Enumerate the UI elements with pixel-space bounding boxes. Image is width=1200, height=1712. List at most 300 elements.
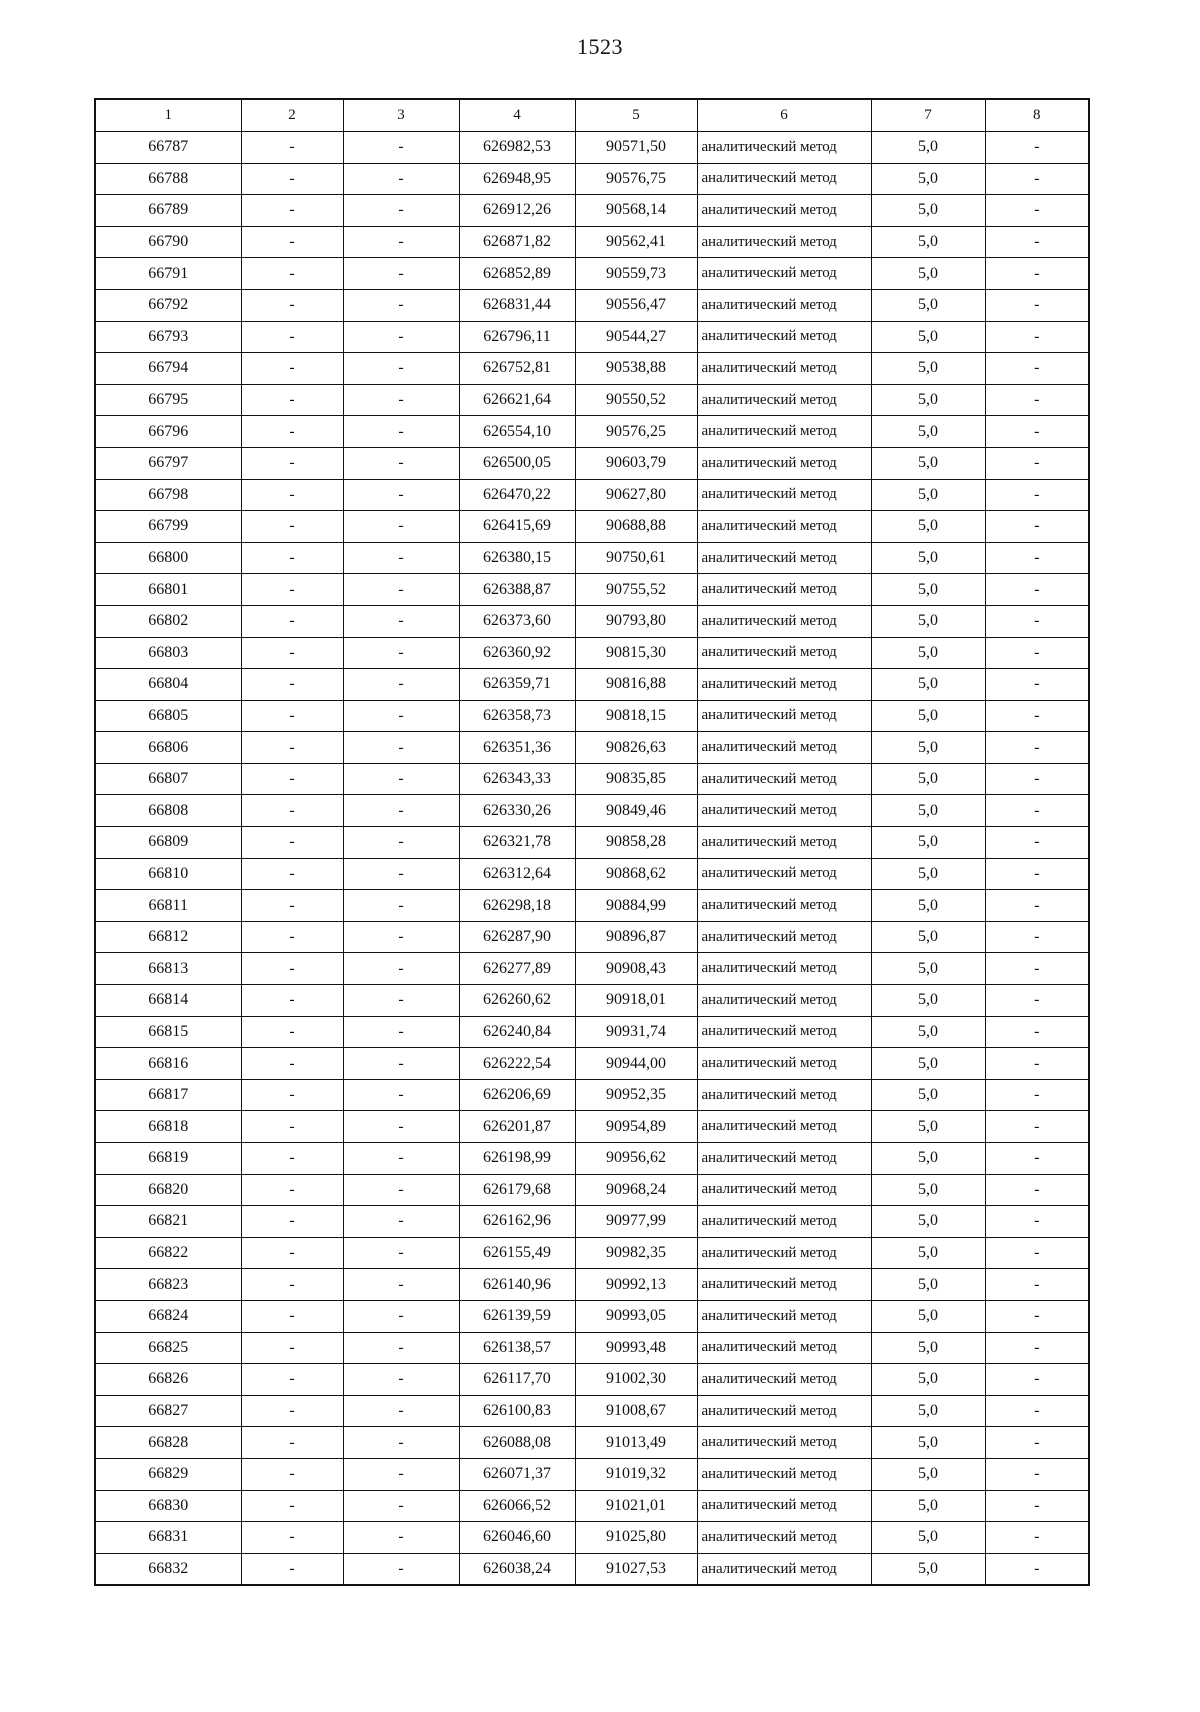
- table-row: [95, 1332, 1089, 1364]
- y-coordinate-cell: 91027,53: [575, 1553, 697, 1585]
- col8-cell: -: [985, 289, 1089, 321]
- col2-cell: -: [241, 985, 343, 1017]
- y-coordinate-cell: 91021,01: [575, 1490, 697, 1522]
- method-cell: аналитический метод: [697, 921, 871, 953]
- x-coordinate-cell: 626071,37: [459, 1458, 575, 1490]
- col8-cell: -: [985, 827, 1089, 859]
- table-row: [95, 321, 1089, 353]
- method-cell: аналитический метод: [697, 416, 871, 448]
- y-coordinate-cell: 90538,88: [575, 353, 697, 385]
- table-row: [95, 605, 1089, 637]
- col3-cell: -: [343, 1111, 459, 1143]
- x-coordinate-cell: 626206,69: [459, 1079, 575, 1111]
- col2-cell: -: [241, 132, 343, 164]
- col2-cell: -: [241, 1522, 343, 1554]
- x-coordinate-cell: 626359,71: [459, 669, 575, 701]
- table-row: [95, 163, 1089, 195]
- col8-cell: -: [985, 353, 1089, 385]
- table-row: [95, 1490, 1089, 1522]
- x-coordinate-cell: 626373,60: [459, 605, 575, 637]
- column-header: 5: [575, 99, 697, 132]
- point-number-cell: 66813: [95, 953, 241, 985]
- table-row: [95, 669, 1089, 701]
- method-cell: аналитический метод: [697, 163, 871, 195]
- point-number-cell: 66826: [95, 1364, 241, 1396]
- col2-cell: -: [241, 1269, 343, 1301]
- col8-cell: -: [985, 1174, 1089, 1206]
- accuracy-cell: 5,0: [871, 353, 985, 385]
- col8-cell: -: [985, 321, 1089, 353]
- point-number-cell: 66814: [95, 985, 241, 1017]
- y-coordinate-cell: 91019,32: [575, 1458, 697, 1490]
- col8-cell: -: [985, 1490, 1089, 1522]
- x-coordinate-cell: 626287,90: [459, 921, 575, 953]
- table-row: [95, 226, 1089, 258]
- table-row: [95, 827, 1089, 859]
- x-coordinate-cell: 626351,36: [459, 732, 575, 764]
- col8-cell: -: [985, 1553, 1089, 1585]
- y-coordinate-cell: 91013,49: [575, 1427, 697, 1459]
- col8-cell: -: [985, 1427, 1089, 1459]
- x-coordinate-cell: 626139,59: [459, 1300, 575, 1332]
- point-number-cell: 66825: [95, 1332, 241, 1364]
- table-row: [95, 1016, 1089, 1048]
- accuracy-cell: 5,0: [871, 1300, 985, 1332]
- accuracy-cell: 5,0: [871, 953, 985, 985]
- y-coordinate-cell: 90815,30: [575, 637, 697, 669]
- col8-cell: -: [985, 1048, 1089, 1080]
- col3-cell: -: [343, 1427, 459, 1459]
- col3-cell: -: [343, 163, 459, 195]
- point-number-cell: 66794: [95, 353, 241, 385]
- x-coordinate-cell: 626871,82: [459, 226, 575, 258]
- accuracy-cell: 5,0: [871, 858, 985, 890]
- table-row: [95, 858, 1089, 890]
- point-number-cell: 66818: [95, 1111, 241, 1143]
- method-cell: аналитический метод: [697, 1364, 871, 1396]
- method-cell: аналитический метод: [697, 669, 871, 701]
- method-cell: аналитический метод: [697, 195, 871, 227]
- col8-cell: -: [985, 1458, 1089, 1490]
- column-header: 1: [95, 99, 241, 132]
- col3-cell: -: [343, 511, 459, 543]
- table-row: [95, 1269, 1089, 1301]
- accuracy-cell: 5,0: [871, 226, 985, 258]
- y-coordinate-cell: 90868,62: [575, 858, 697, 890]
- point-number-cell: 66799: [95, 511, 241, 543]
- col8-cell: -: [985, 447, 1089, 479]
- point-number-cell: 66811: [95, 890, 241, 922]
- col3-cell: -: [343, 416, 459, 448]
- point-number-cell: 66795: [95, 384, 241, 416]
- col8-cell: -: [985, 890, 1089, 922]
- table-row: [95, 1237, 1089, 1269]
- col3-cell: -: [343, 1553, 459, 1585]
- y-coordinate-cell: 90816,88: [575, 669, 697, 701]
- table-row: [95, 1395, 1089, 1427]
- table-row: [95, 447, 1089, 479]
- col3-cell: -: [343, 132, 459, 164]
- col8-cell: -: [985, 858, 1089, 890]
- table-header: [95, 99, 1089, 132]
- col2-cell: -: [241, 479, 343, 511]
- method-cell: аналитический метод: [697, 1079, 871, 1111]
- table-row: [95, 1458, 1089, 1490]
- col2-cell: -: [241, 1395, 343, 1427]
- method-cell: аналитический метод: [697, 1016, 871, 1048]
- point-number-cell: 66829: [95, 1458, 241, 1490]
- x-coordinate-cell: 626198,99: [459, 1143, 575, 1175]
- accuracy-cell: 5,0: [871, 163, 985, 195]
- point-number-cell: 66821: [95, 1206, 241, 1238]
- col3-cell: -: [343, 1206, 459, 1238]
- col3-cell: -: [343, 921, 459, 953]
- col8-cell: -: [985, 605, 1089, 637]
- table-row: [95, 511, 1089, 543]
- col3-cell: -: [343, 226, 459, 258]
- method-cell: аналитический метод: [697, 1143, 871, 1175]
- method-cell: аналитический метод: [697, 1458, 871, 1490]
- y-coordinate-cell: 90562,41: [575, 226, 697, 258]
- point-number-cell: 66789: [95, 195, 241, 227]
- col8-cell: -: [985, 637, 1089, 669]
- table-row: [95, 1300, 1089, 1332]
- col2-cell: -: [241, 1048, 343, 1080]
- y-coordinate-cell: 90908,43: [575, 953, 697, 985]
- col2-cell: -: [241, 858, 343, 890]
- col8-cell: -: [985, 795, 1089, 827]
- col8-cell: -: [985, 1016, 1089, 1048]
- col8-cell: -: [985, 1269, 1089, 1301]
- table-row: [95, 416, 1089, 448]
- x-coordinate-cell: 626321,78: [459, 827, 575, 859]
- col2-cell: -: [241, 669, 343, 701]
- table-row: [95, 763, 1089, 795]
- y-coordinate-cell: 90571,50: [575, 132, 697, 164]
- y-coordinate-cell: 90627,80: [575, 479, 697, 511]
- y-coordinate-cell: 90993,05: [575, 1300, 697, 1332]
- method-cell: аналитический метод: [697, 447, 871, 479]
- col8-cell: -: [985, 985, 1089, 1017]
- point-number-cell: 66823: [95, 1269, 241, 1301]
- col3-cell: -: [343, 763, 459, 795]
- accuracy-cell: 5,0: [871, 1174, 985, 1206]
- x-coordinate-cell: 626100,83: [459, 1395, 575, 1427]
- x-coordinate-cell: 626852,89: [459, 258, 575, 290]
- col2-cell: -: [241, 511, 343, 543]
- col3-cell: -: [343, 858, 459, 890]
- table-row: [95, 479, 1089, 511]
- accuracy-cell: 5,0: [871, 416, 985, 448]
- point-number-cell: 66803: [95, 637, 241, 669]
- y-coordinate-cell: 90952,35: [575, 1079, 697, 1111]
- y-coordinate-cell: 90826,63: [575, 732, 697, 764]
- method-cell: аналитический метод: [697, 985, 871, 1017]
- method-cell: аналитический метод: [697, 226, 871, 258]
- point-number-cell: 66802: [95, 605, 241, 637]
- x-coordinate-cell: 626038,24: [459, 1553, 575, 1585]
- y-coordinate-cell: 90576,75: [575, 163, 697, 195]
- col3-cell: -: [343, 795, 459, 827]
- col2-cell: -: [241, 1364, 343, 1396]
- point-number-cell: 66791: [95, 258, 241, 290]
- method-cell: аналитический метод: [697, 763, 871, 795]
- point-number-cell: 66809: [95, 827, 241, 859]
- x-coordinate-cell: 626201,87: [459, 1111, 575, 1143]
- col3-cell: -: [343, 1300, 459, 1332]
- accuracy-cell: 5,0: [871, 1269, 985, 1301]
- accuracy-cell: 5,0: [871, 542, 985, 574]
- accuracy-cell: 5,0: [871, 1016, 985, 1048]
- method-cell: аналитический метод: [697, 132, 871, 164]
- col3-cell: -: [343, 1458, 459, 1490]
- method-cell: аналитический метод: [697, 258, 871, 290]
- col2-cell: -: [241, 1237, 343, 1269]
- col2-cell: -: [241, 384, 343, 416]
- y-coordinate-cell: 90835,85: [575, 763, 697, 795]
- x-coordinate-cell: 626088,08: [459, 1427, 575, 1459]
- x-coordinate-cell: 626831,44: [459, 289, 575, 321]
- accuracy-cell: 5,0: [871, 1332, 985, 1364]
- col2-cell: -: [241, 353, 343, 385]
- col8-cell: -: [985, 132, 1089, 164]
- x-coordinate-cell: 626117,70: [459, 1364, 575, 1396]
- method-cell: аналитический метод: [697, 1553, 871, 1585]
- col8-cell: -: [985, 258, 1089, 290]
- table-row: [95, 795, 1089, 827]
- col2-cell: -: [241, 195, 343, 227]
- point-number-cell: 66817: [95, 1079, 241, 1111]
- accuracy-cell: 5,0: [871, 1427, 985, 1459]
- col8-cell: -: [985, 163, 1089, 195]
- point-number-cell: 66805: [95, 700, 241, 732]
- accuracy-cell: 5,0: [871, 574, 985, 606]
- col2-cell: -: [241, 795, 343, 827]
- accuracy-cell: 5,0: [871, 1458, 985, 1490]
- accuracy-cell: 5,0: [871, 195, 985, 227]
- y-coordinate-cell: 90896,87: [575, 921, 697, 953]
- col8-cell: -: [985, 574, 1089, 606]
- y-coordinate-cell: 90556,47: [575, 289, 697, 321]
- table-row: [95, 1174, 1089, 1206]
- table-row: [95, 1206, 1089, 1238]
- col2-cell: -: [241, 605, 343, 637]
- accuracy-cell: 5,0: [871, 1143, 985, 1175]
- point-number-cell: 66820: [95, 1174, 241, 1206]
- x-coordinate-cell: 626912,26: [459, 195, 575, 227]
- col3-cell: -: [343, 1079, 459, 1111]
- col8-cell: -: [985, 416, 1089, 448]
- accuracy-cell: 5,0: [871, 1079, 985, 1111]
- table-row: [95, 921, 1089, 953]
- accuracy-cell: 5,0: [871, 1490, 985, 1522]
- y-coordinate-cell: 90968,24: [575, 1174, 697, 1206]
- y-coordinate-cell: 90918,01: [575, 985, 697, 1017]
- y-coordinate-cell: 90755,52: [575, 574, 697, 606]
- table-row: [95, 1553, 1089, 1585]
- col3-cell: -: [343, 1174, 459, 1206]
- point-number-cell: 66830: [95, 1490, 241, 1522]
- x-coordinate-cell: 626155,49: [459, 1237, 575, 1269]
- point-number-cell: 66831: [95, 1522, 241, 1554]
- col3-cell: -: [343, 258, 459, 290]
- col3-cell: -: [343, 384, 459, 416]
- table-row: [95, 953, 1089, 985]
- col2-cell: -: [241, 416, 343, 448]
- coordinates-table: [94, 98, 1090, 1586]
- y-coordinate-cell: 90982,35: [575, 1237, 697, 1269]
- col2-cell: -: [241, 1206, 343, 1238]
- accuracy-cell: 5,0: [871, 289, 985, 321]
- col3-cell: -: [343, 1490, 459, 1522]
- table-row: [95, 700, 1089, 732]
- accuracy-cell: 5,0: [871, 669, 985, 701]
- accuracy-cell: 5,0: [871, 384, 985, 416]
- col8-cell: -: [985, 511, 1089, 543]
- col3-cell: -: [343, 669, 459, 701]
- point-number-cell: 66792: [95, 289, 241, 321]
- col3-cell: -: [343, 1364, 459, 1396]
- table-body: [95, 132, 1089, 1586]
- accuracy-cell: 5,0: [871, 795, 985, 827]
- method-cell: аналитический метод: [697, 1427, 871, 1459]
- table-row: [95, 1079, 1089, 1111]
- col3-cell: -: [343, 321, 459, 353]
- x-coordinate-cell: 626240,84: [459, 1016, 575, 1048]
- point-number-cell: 66807: [95, 763, 241, 795]
- point-number-cell: 66832: [95, 1553, 241, 1585]
- col3-cell: -: [343, 542, 459, 574]
- col2-cell: -: [241, 226, 343, 258]
- method-cell: аналитический метод: [697, 1490, 871, 1522]
- method-cell: аналитический метод: [697, 1174, 871, 1206]
- method-cell: аналитический метод: [697, 1206, 871, 1238]
- method-cell: аналитический метод: [697, 353, 871, 385]
- table-row: [95, 1143, 1089, 1175]
- col2-cell: -: [241, 1174, 343, 1206]
- column-header: 4: [459, 99, 575, 132]
- col8-cell: -: [985, 1079, 1089, 1111]
- col2-cell: -: [241, 1111, 343, 1143]
- point-number-cell: 66816: [95, 1048, 241, 1080]
- method-cell: аналитический метод: [697, 1300, 871, 1332]
- col3-cell: -: [343, 447, 459, 479]
- col3-cell: -: [343, 1332, 459, 1364]
- method-cell: аналитический метод: [697, 953, 871, 985]
- x-coordinate-cell: 626948,95: [459, 163, 575, 195]
- method-cell: аналитический метод: [697, 637, 871, 669]
- point-number-cell: 66812: [95, 921, 241, 953]
- page-number: 1523: [577, 34, 623, 59]
- col8-cell: -: [985, 763, 1089, 795]
- x-coordinate-cell: 626066,52: [459, 1490, 575, 1522]
- col8-cell: -: [985, 732, 1089, 764]
- accuracy-cell: 5,0: [871, 637, 985, 669]
- y-coordinate-cell: 90793,80: [575, 605, 697, 637]
- col8-cell: -: [985, 1111, 1089, 1143]
- accuracy-cell: 5,0: [871, 700, 985, 732]
- col3-cell: -: [343, 1395, 459, 1427]
- col2-cell: -: [241, 1143, 343, 1175]
- col2-cell: -: [241, 574, 343, 606]
- x-coordinate-cell: 626260,62: [459, 985, 575, 1017]
- accuracy-cell: 5,0: [871, 1395, 985, 1427]
- col2-cell: -: [241, 921, 343, 953]
- accuracy-cell: 5,0: [871, 511, 985, 543]
- accuracy-cell: 5,0: [871, 447, 985, 479]
- col3-cell: -: [343, 637, 459, 669]
- y-coordinate-cell: 90550,52: [575, 384, 697, 416]
- x-coordinate-cell: 626380,15: [459, 542, 575, 574]
- x-coordinate-cell: 626162,96: [459, 1206, 575, 1238]
- point-number-cell: 66797: [95, 447, 241, 479]
- method-cell: аналитический метод: [697, 321, 871, 353]
- y-coordinate-cell: 91008,67: [575, 1395, 697, 1427]
- accuracy-cell: 5,0: [871, 827, 985, 859]
- x-coordinate-cell: 626343,33: [459, 763, 575, 795]
- col2-cell: -: [241, 1332, 343, 1364]
- accuracy-cell: 5,0: [871, 1048, 985, 1080]
- accuracy-cell: 5,0: [871, 605, 985, 637]
- point-number-cell: 66801: [95, 574, 241, 606]
- col8-cell: -: [985, 921, 1089, 953]
- y-coordinate-cell: 91025,80: [575, 1522, 697, 1554]
- col2-cell: -: [241, 700, 343, 732]
- col3-cell: -: [343, 479, 459, 511]
- point-number-cell: 66793: [95, 321, 241, 353]
- accuracy-cell: 5,0: [871, 321, 985, 353]
- point-number-cell: 66824: [95, 1300, 241, 1332]
- x-coordinate-cell: 626298,18: [459, 890, 575, 922]
- col3-cell: -: [343, 1269, 459, 1301]
- col3-cell: -: [343, 1143, 459, 1175]
- accuracy-cell: 5,0: [871, 1522, 985, 1554]
- point-number-cell: 66828: [95, 1427, 241, 1459]
- x-coordinate-cell: 626138,57: [459, 1332, 575, 1364]
- accuracy-cell: 5,0: [871, 921, 985, 953]
- x-coordinate-cell: 626222,54: [459, 1048, 575, 1080]
- col3-cell: -: [343, 605, 459, 637]
- y-coordinate-cell: 90992,13: [575, 1269, 697, 1301]
- x-coordinate-cell: 626500,05: [459, 447, 575, 479]
- point-number-cell: 66806: [95, 732, 241, 764]
- table-row: [95, 132, 1089, 164]
- col2-cell: -: [241, 1458, 343, 1490]
- accuracy-cell: 5,0: [871, 1237, 985, 1269]
- y-coordinate-cell: 90993,48: [575, 1332, 697, 1364]
- point-number-cell: 66788: [95, 163, 241, 195]
- y-coordinate-cell: 90544,27: [575, 321, 697, 353]
- table-row: [95, 637, 1089, 669]
- y-coordinate-cell: 90688,88: [575, 511, 697, 543]
- method-cell: аналитический метод: [697, 795, 871, 827]
- accuracy-cell: 5,0: [871, 763, 985, 795]
- col2-cell: -: [241, 1300, 343, 1332]
- point-number-cell: 66819: [95, 1143, 241, 1175]
- method-cell: аналитический метод: [697, 1269, 871, 1301]
- x-coordinate-cell: 626179,68: [459, 1174, 575, 1206]
- accuracy-cell: 5,0: [871, 732, 985, 764]
- x-coordinate-cell: 626277,89: [459, 953, 575, 985]
- method-cell: аналитический метод: [697, 479, 871, 511]
- col8-cell: -: [985, 700, 1089, 732]
- col8-cell: -: [985, 669, 1089, 701]
- column-header: 3: [343, 99, 459, 132]
- col8-cell: -: [985, 1364, 1089, 1396]
- y-coordinate-cell: 90977,99: [575, 1206, 697, 1238]
- method-cell: аналитический метод: [697, 732, 871, 764]
- y-coordinate-cell: 90818,15: [575, 700, 697, 732]
